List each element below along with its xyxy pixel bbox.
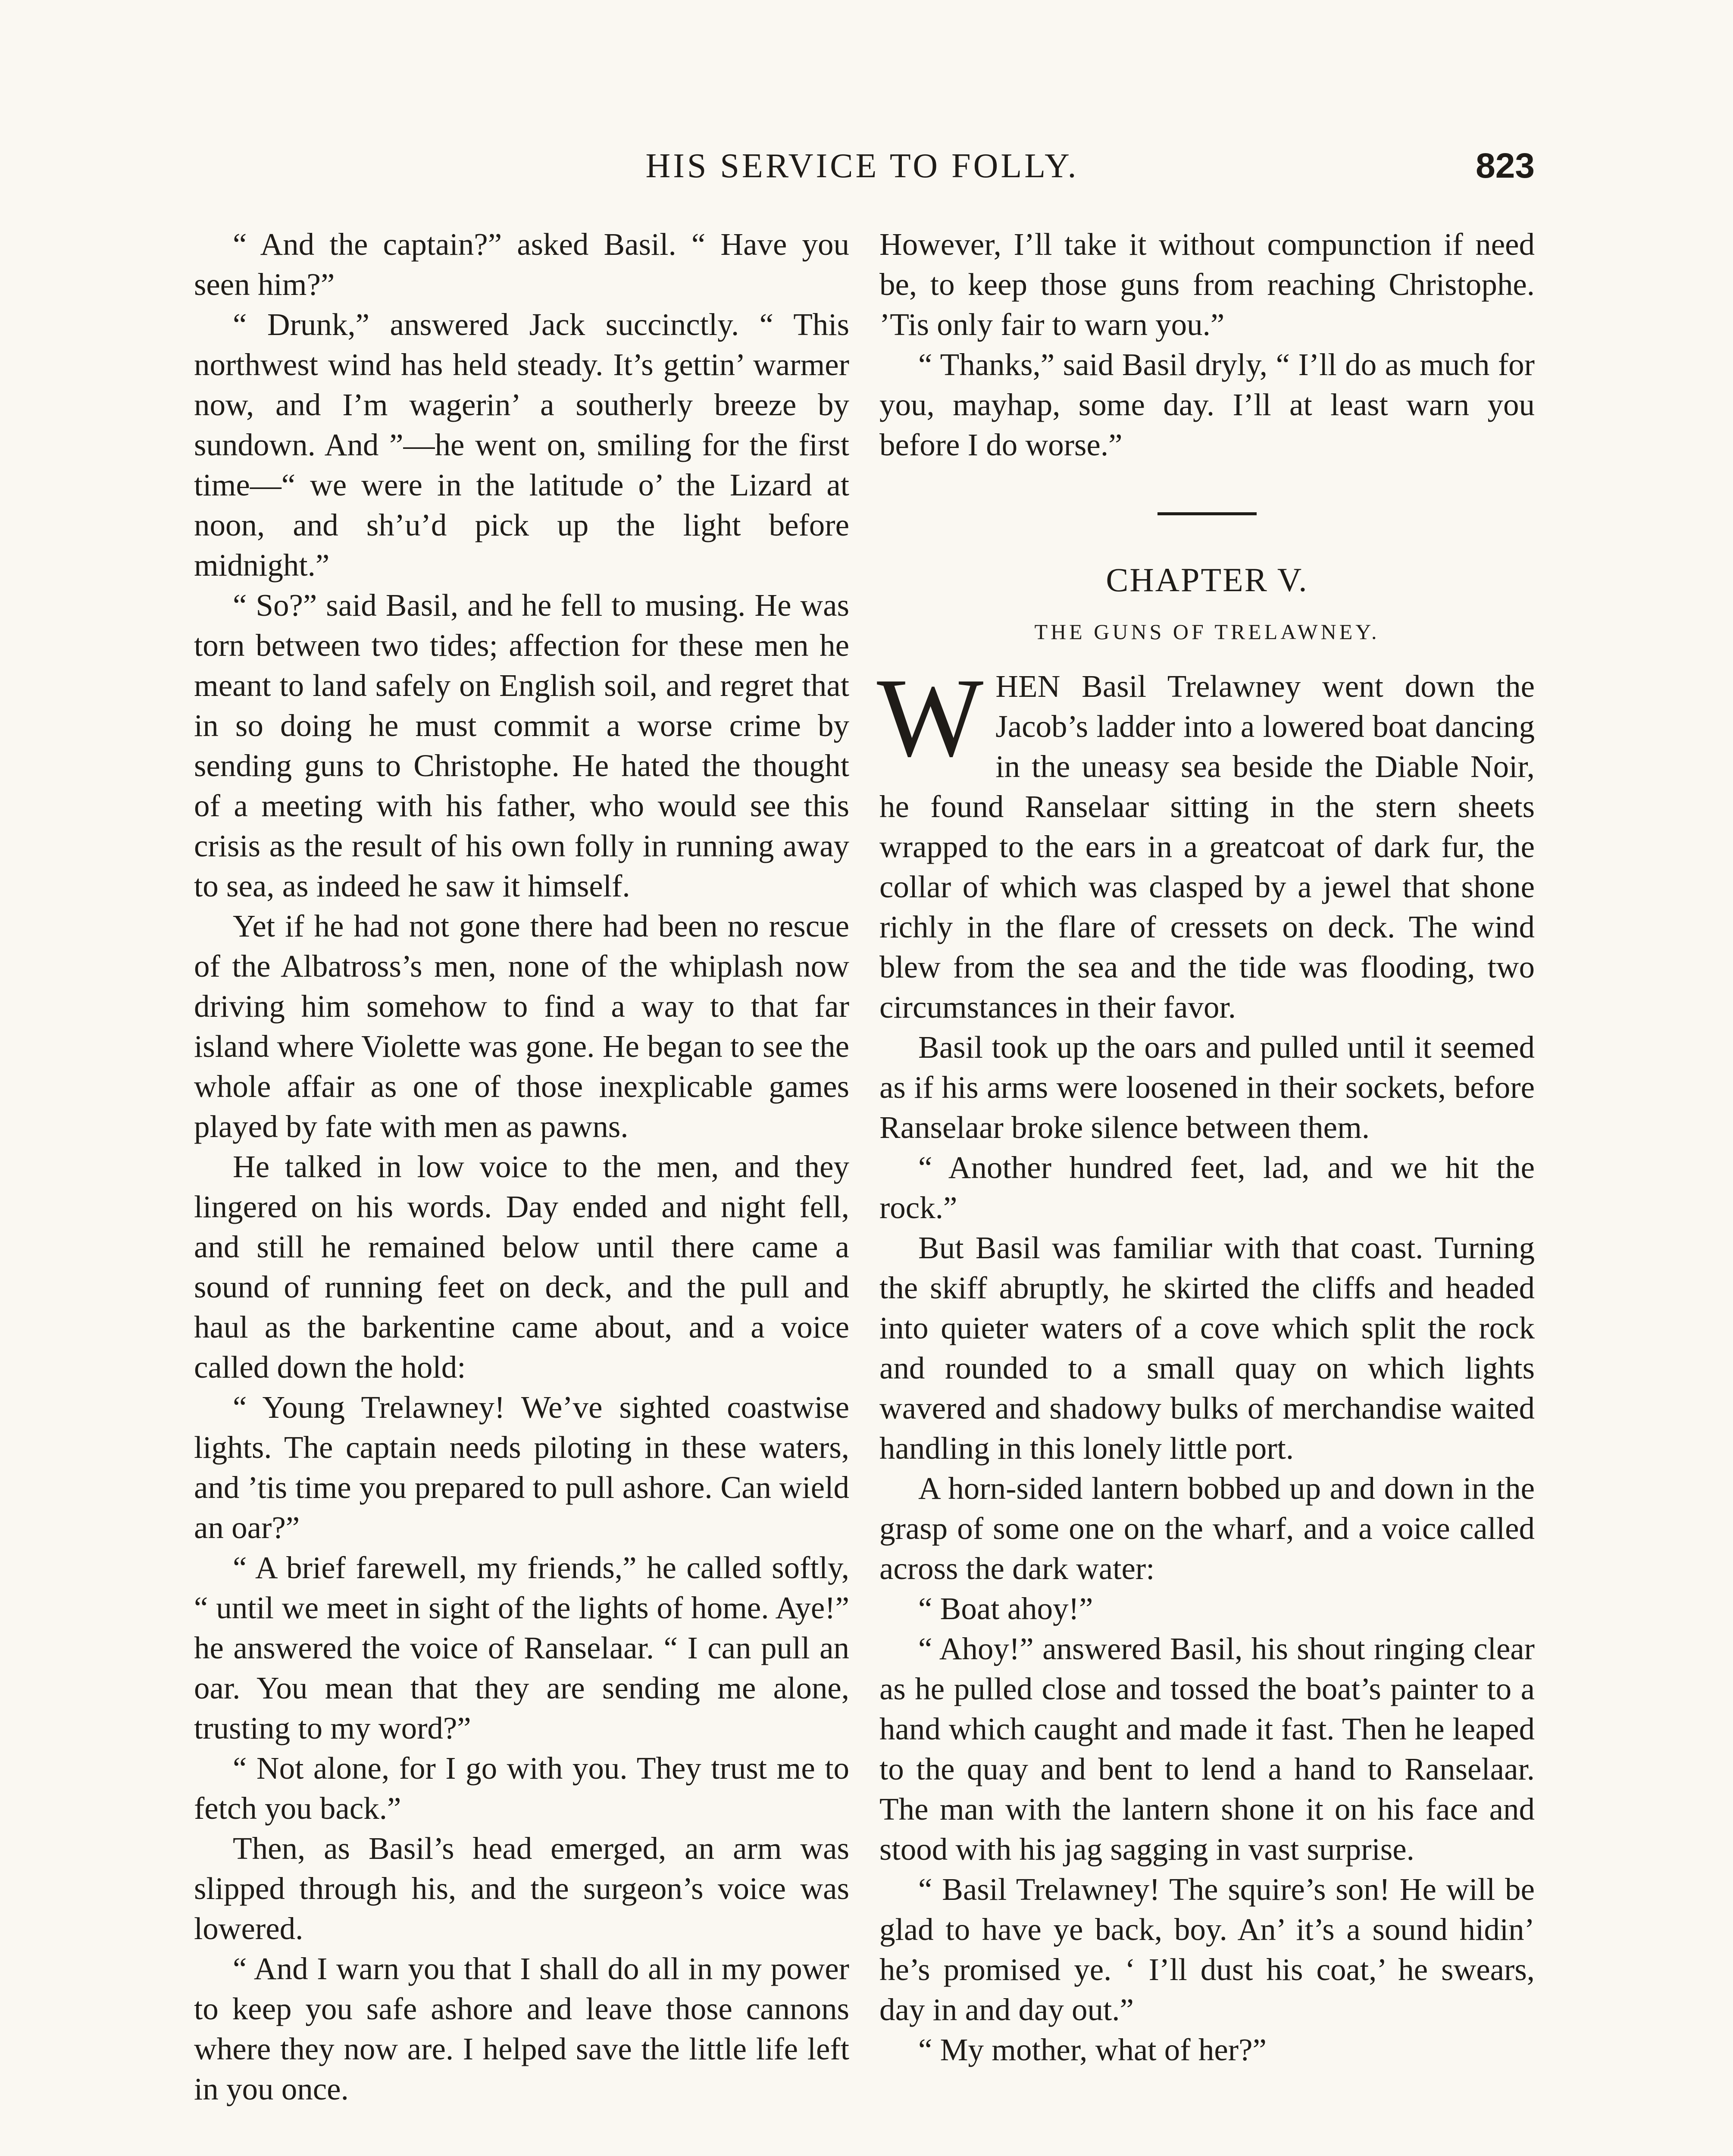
page-header: [190, 142, 1535, 190]
running-title: HIS SERVICE TO FOLLY.: [645, 147, 1079, 185]
right-column: [879, 224, 1535, 2070]
page-number: 823: [1476, 146, 1535, 185]
chapter-subtitle: THE GUNS OF TRELAWNEY.: [1034, 620, 1380, 644]
paragraph: “ Drunk,” answered Jack succinctly. “ This northwest wind has held steady. It’s gettin’ warmer now, and I’m wagerin’ a southerly breeze by sundown. And ”—he went on, smiling for the first time—“ we were in the latitude o’ the Lizard at noon, and sh’u’d pick up the light before midnight.”: [194, 307, 849, 583]
paragraph: “ Not alone, for I go with you. They trust me to fetch you back.”: [194, 1751, 849, 1826]
paragraph: He talked in low voice to the men, and they lingered on his words. Day ended and night fell, and still he remained below until there came a sound of running feet on deck, and the pull and haul as the barkentine came about, and a voice called down the hold:: [194, 1149, 849, 1385]
paragraph: “ And the captain?” asked Basil. “ Have you seen him?”: [194, 227, 849, 302]
section-divider: [1157, 512, 1257, 515]
chapter-first-paragraph: [877, 655, 1535, 1027]
paragraph: However, I’ll take it without compunction if need be, to keep those guns from reaching Christophe. ’Tis only fair to warn you.”: [879, 227, 1535, 342]
paragraph: “ Young Trelawney! We’ve sighted coastwise lights. The captain needs piloting in these waters, and ’tis time you prepared to pull ashore. Can wield an oar?”: [194, 1390, 849, 1545]
paragraph: Yet if he had not gone there had been no rescue of the Albatross’s men, none of the whiplash now driving him somehow to find a way to that far island where Violette was gone. He began to see the whole affair as one of those inexplicable games played by fate with men as pawns.: [194, 909, 849, 1144]
paragraph: But Basil was familiar with that coast. Turning the skiff abruptly, he skirted the cliffs and headed into quieter waters of a cove which split the rock and rounded to a small quay on which lights wavered and shadowy bulks of merchandise waited handling in this lonely little port.: [879, 1230, 1535, 1466]
paragraph: Then, as Basil’s head emerged, an arm was slipped through his, and the surgeon’s voice was lowered.: [194, 1831, 849, 1946]
drop-cap: W: [877, 655, 984, 780]
chapter-heading: CHAPTER V.: [1106, 561, 1308, 599]
first-paragraph-text: HEN Basil Trelawney went down the Jacob’s ladder into a lowered boat dancing in the uneasy sea beside the Diable Noir, he found Ranselaar sitting in the stern sheets wrapped to the ears in a greatcoat of dark fur, the collar of which was clasped by a jewel that shone richly in the flare of cressets on deck. The wind blew from the sea and the tide was flooding, two circumstances in their favor.: [879, 669, 1535, 1025]
paragraph: “ My mother, what of her?”: [918, 2032, 1267, 2067]
paragraph: Basil took up the oars and pulled until it seemed as if his arms were loosened in their sockets, before Ranselaar broke silence between them.: [879, 1030, 1535, 1145]
left-column: [194, 224, 849, 2109]
paragraph: “ Another hundred feet, lad, and we hit the rock.”: [879, 1150, 1535, 1225]
paragraph: “ Boat ahoy!”: [918, 1591, 1093, 1626]
paragraph: “ A brief farewell, my friends,” he called softly, “ until we meet in sight of the lights of home. Aye!” he answered the voice of Ranselaar. “ I can pull an oar. You mean that they are sending me alone, trusting to my word?”: [194, 1550, 849, 1745]
paragraph: A horn-sided lantern bobbed up and down in the grasp of some one on the wharf, and a voice called across the dark water:: [879, 1471, 1535, 1586]
paragraph: “ And I warn you that I shall do all in my power to keep you safe ashore and leave those cannons where they now are. I helped save the little life left in you once.: [194, 1951, 849, 2106]
paragraph: “ Ahoy!” answered Basil, his shout ringing clear as he pulled close and tossed the boat’s painter to a hand which caught and made it fast. Then he leaped to the quay and bent to lend a hand to Ranselaar. The man with the lantern shone it on his face and stood with his jag sagging in vast surprise.: [879, 1631, 1535, 1867]
paragraph: “ Thanks,” said Basil dryly, “ I’ll do as much for you, mayhap, some day. I’ll at least warn you before I do worse.”: [879, 347, 1535, 462]
paragraph: “ Basil Trelawney! The squire’s son! He will be glad to have ye back, boy. An’ it’s a sound hidin’ he’s promised ye. ‘ I’ll dust his coat,’ he swears, day in and day out.”: [879, 1872, 1535, 2027]
paragraph: “ So?” said Basil, and he fell to musing. He was torn between two tides; affection for these men he meant to land safely on English soil, and regret that in so doing he must commit a worse crime by sending guns to Christophe. He hated the thought of a meeting with his father, who would see this crisis as the result of his own folly in running away to sea, as indeed he saw it himself.: [194, 588, 849, 903]
